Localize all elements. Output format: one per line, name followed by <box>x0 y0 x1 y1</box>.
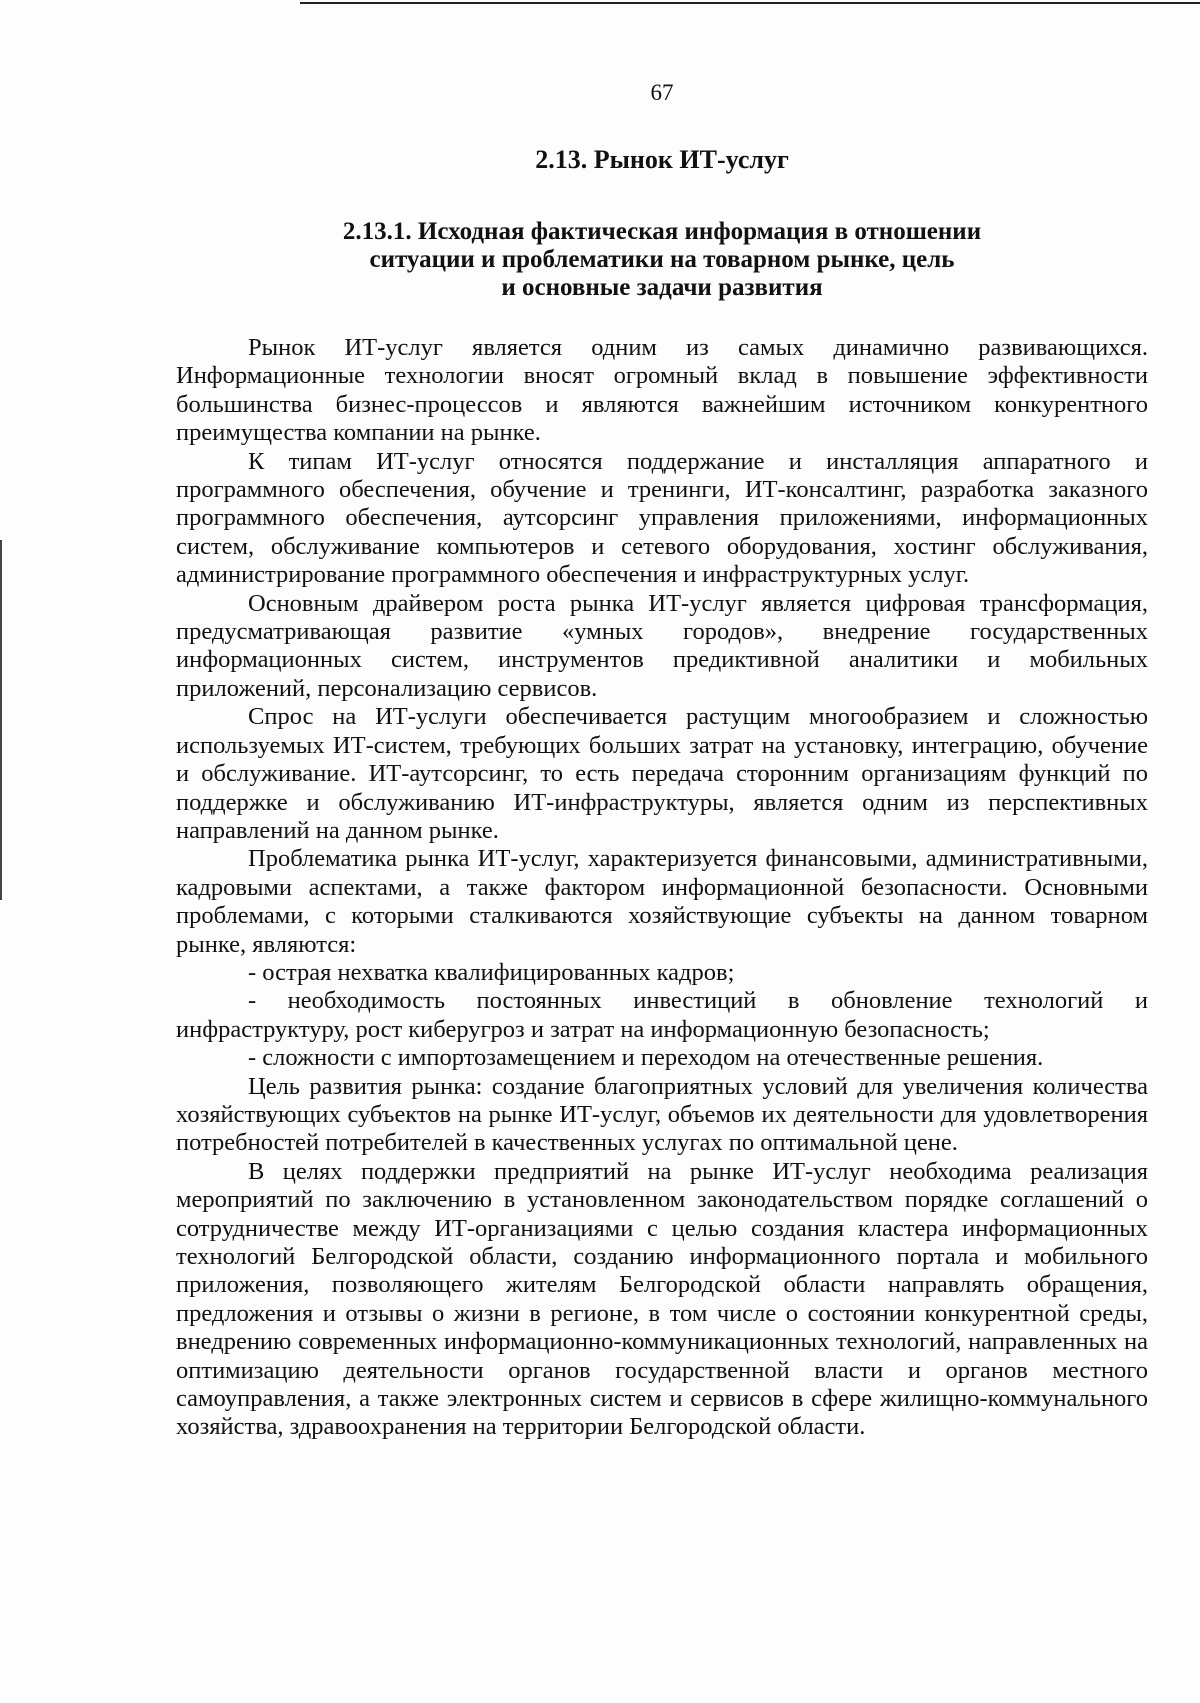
body-text <box>176 334 1148 1442</box>
paragraph-demand: Спрос на ИТ-услуги обеспечивается растущим многообразием и сложностью используемых ИТ-систем, требующих больших затрат на установку, интеграцию, обучение и обслуживание. ИТ-аутсорсинг, то есть передача сторонним организациям функций по поддержке и обслуживанию ИТ-инфраструктуры, является одним из перспективных направлений на данном рынке. <box>176 703 1148 844</box>
paragraph-growth-driver: Основным драйвером роста рынка ИТ-услуг является цифровая трансформация, предусматривающая развитие «умных городов», внедрение государственных информационных систем, инструментов предиктивной аналитики и мобильных приложений, персонализацию сервисов. <box>176 589 1148 702</box>
paragraph-market-overview: Рынок ИТ-услуг является одним из самых динамично развивающихся. Информационные технологии вносят огромный вклад в повышение эффективности большинства бизнес-процессов и являются важнейшим источником конкурентного преимущества компании на рынке. <box>176 334 1148 447</box>
subsection-title-line: и основные задачи развития <box>501 274 823 301</box>
scan-left-edge-line <box>0 540 2 900</box>
paragraph-service-types: К типам ИТ-услуг относятся поддержание и инсталляция аппаратного и программного обеспечения, обучение и тренинги, ИТ-консалтинг, разработка заказного программного обеспечения, аутсорсинг управления приложениями, информационных систем, обслуживание компьютеров и сетевого оборудования, хостинг обслуживания, администрирование программного обеспечения и инфраструктурных услуг. <box>176 447 1148 589</box>
list-item-problem: - острая нехватка квалифицированных кадров; <box>248 958 735 986</box>
document-content <box>176 78 1148 1442</box>
paragraph-problems: Проблематика рынка ИТ-услуг, характеризуется финансовыми, административными, кадровыми аспектами, а также фактором информационной безопасности. Основными проблемами, с которыми сталкиваются хозяйствующие субъекты на данном товарном рынке, являются: <box>176 845 1148 958</box>
scan-top-edge-line <box>300 2 1200 4</box>
list-item-problem: - сложности с импортозамещением и переходом на отечественные решения. <box>248 1044 1044 1072</box>
page-number: 67 <box>650 80 674 105</box>
section-title: 2.13. Рынок ИТ-услуг <box>535 145 789 174</box>
subsection-title <box>176 218 1148 302</box>
list-item-problem: - необходимость постоянных инвестиций в обновление технологий и инфраструктуру, рост киберугроз и затрат на информационную безопасность; <box>176 987 1148 1043</box>
subsection-title-line: 2.13.1. Исходная фактическая информация в отношении <box>342 218 982 245</box>
paragraph-support-measures: В целях поддержки предприятий на рынке ИТ-услуг необходима реализация мероприятий по заключению в установленном законодательством порядке соглашений о сотрудничестве между ИТ-организациями с целью создания кластера информационных технологий Белгородской области, созданию информационного портала и мобильного приложения, позволяющего жителям Белгородской области направлять обращения, предложения и отзывы о жизни в регионе, в том числе о состоянии конкурентной среды, внедрению современных информационно-коммуникационных технологий, направленных на оптимизацию деятельности органов государственной власти и органов местного самоуправления, а также электронных систем и сервисов в сфере жилищно-коммунального хозяйства, здравоохранения на территории Белгородской области. <box>176 1157 1148 1441</box>
subsection-title-line: ситуации и проблематики на товарном рынке, цель <box>369 246 955 273</box>
paragraph-development-goal: Цель развития рынка: создание благоприятных условий для увеличения количества хозяйствующих субъектов на рынке ИТ-услуг, объемов их деятельности для удовлетворения потребностей потребителей в качественных услугах по оптимальной цене. <box>176 1072 1148 1157</box>
